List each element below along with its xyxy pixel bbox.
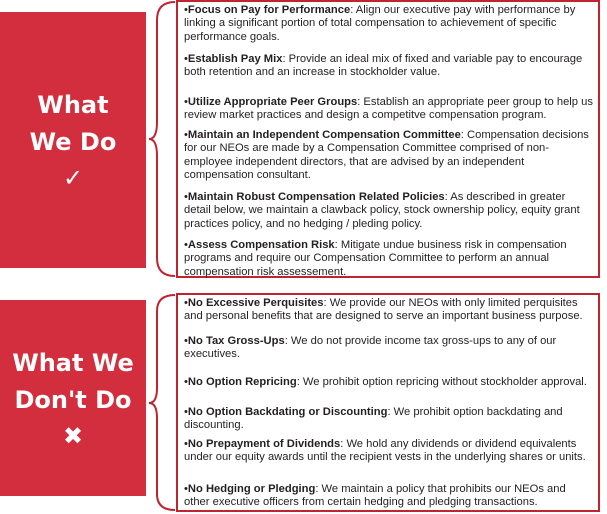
what-we-do-title-line2: We Do bbox=[29, 128, 117, 156]
do-item-6-text: : Mitigate undue business risk in compensation programs and require our Compensation Committee to perform an annual compensation risk assessement. bbox=[184, 239, 567, 278]
dont-item-6: •No Hedging or Pledging: We maintain a policy that prohibits our NEOs and other executive officers from certain hedging and pledging transactions. bbox=[184, 483, 566, 509]
dont-item-2-heading: No Tax Gross-Ups bbox=[187, 335, 285, 347]
what-we-dont-do-panel bbox=[0, 300, 146, 496]
do-item-3-text: : Establish an appropriate peer group to help us review market practices and design a competitve compensation program. bbox=[184, 96, 593, 122]
brace-icon bbox=[147, 0, 177, 278]
dont-item-3-text: : We prohibit option repricing without stockholder approval. bbox=[296, 376, 587, 388]
dont-item-1-heading: No Excessive Perquisites bbox=[187, 297, 324, 309]
dont-item-5-heading: No Prepayment of Dividends bbox=[187, 438, 341, 450]
do-item-2: •Establish Pay Mix: Provide an ideal mix of fixed and variable pay to encourage both retention and an increase in stockholder value. bbox=[184, 53, 583, 79]
checkmark-icon: ✓ bbox=[62, 164, 84, 192]
dont-item-2: •No Tax Gross-Ups: We do not provide income tax gross-ups to any of our executives. bbox=[184, 335, 557, 361]
dont-item-1: •No Excessive Perquisites: We provide our NEOs with only limited perquisites and personal benefits that are designed to serve an important business purpose. bbox=[184, 297, 583, 323]
dont-item-6-text: : We maintain a policy that prohibits our NEOs and other executive officers from certain hedging and pledging transactions. bbox=[184, 483, 566, 509]
do-item-5-text: : As described in greater detail below, we maintain a clawback policy, stock ownership policy, equity grant practices policy, and no hedging / pleding policy. bbox=[184, 191, 580, 230]
do-item-2-text: : Provide an ideal mix of fixed and variable pay to encourage both retention and an increase in stockholder value. bbox=[184, 53, 583, 79]
do-item-4-text: : Compensation decisions for our NEOs are made by a Compensation Committee comprised of non-employee independent directors, that are advised by an independent compensation consultant. bbox=[184, 129, 589, 182]
do-item-3: •Utilize Appropriate Peer Groups: Establish an appropriate peer group to help us review market practices and design a competitve compensation program. bbox=[184, 96, 593, 122]
what-we-dont-do-title-line2: Don't Do bbox=[14, 386, 132, 414]
do-item-5-heading: Maintain Robust Compensation Related Policies bbox=[187, 191, 445, 203]
do-item-6-heading: Assess Compensation Risk bbox=[187, 239, 335, 251]
do-item-1-heading: Focus on Pay for Performance bbox=[187, 4, 351, 16]
what-we-do-list bbox=[176, 0, 600, 278]
what-we-do-panel bbox=[0, 12, 146, 268]
do-item-1: •Focus on Pay for Performance: Align our executive pay with performance by linking a significant portion of total compensation to achievement of specific performance goals. bbox=[184, 4, 576, 43]
dont-item-4-text: : We prohibit option backdating and discounting. bbox=[184, 406, 563, 432]
dont-item-3-heading: No Option Repricing bbox=[187, 376, 297, 388]
dont-item-5-text: : We hold any dividends or dividend equivalents under our equity awards until the recipient vests in the underlying shares or units. bbox=[184, 438, 586, 464]
do-item-6: •Assess Compensation Risk: Mitigate undue business risk in compensation programs and require our Compensation Committee to perform an annual compensation risk assessement. bbox=[184, 239, 567, 278]
what-we-do-title-line1: What bbox=[37, 91, 109, 119]
dont-item-5: •No Prepayment of Dividends: We hold any dividends or dividend equivalents under our equity awards until the recipient vests in the underlying shares or units. bbox=[184, 438, 586, 464]
dont-item-2-text: : We do not provide income tax gross-ups to any of our executives. bbox=[184, 335, 557, 361]
do-item-2-heading: Establish Pay Mix bbox=[187, 53, 283, 65]
do-item-5: •Maintain Robust Compensation Related Policies: As described in greater detail below, we maintain a clawback policy, stock ownership policy, equity grant practices policy, and no hedging / pleding policy. bbox=[184, 191, 580, 230]
dont-item-4-heading: No Option Backdating or Discounting bbox=[187, 406, 388, 418]
what-we-dont-do-list bbox=[176, 293, 600, 512]
what-we-dont-do-title-line1: What We bbox=[12, 349, 134, 377]
dont-item-3: •No Option Repricing: We prohibit option repricing without stockholder approval. bbox=[184, 376, 587, 388]
brace-icon bbox=[147, 293, 177, 512]
dont-item-1-text: : We provide our NEOs with only limited perquisites and personal benefits that are designed to serve an important business purpose. bbox=[184, 297, 583, 323]
do-item-4-heading: Maintain an Independent Compensation Committee bbox=[187, 129, 461, 141]
do-item-4: •Maintain an Independent Compensation Committee: Compensation decisions for our NEOs are made by a Compensation Committee comprised of non-employee independent directors, that are advised by an independent compensation consultant. bbox=[184, 129, 589, 182]
dont-item-6-heading: No Hedging or Pledging bbox=[187, 483, 316, 495]
do-item-3-heading: Utilize Appropriate Peer Groups bbox=[187, 96, 358, 108]
do-item-1-text: : Align our executive pay with performance by linking a significant portion of total compensation to achievement of specific performance goals. bbox=[184, 4, 576, 43]
dont-item-4: •No Option Backdating or Discounting: We prohibit option backdating and discounting. bbox=[184, 406, 563, 432]
x-mark-icon: ✖ bbox=[62, 422, 84, 450]
